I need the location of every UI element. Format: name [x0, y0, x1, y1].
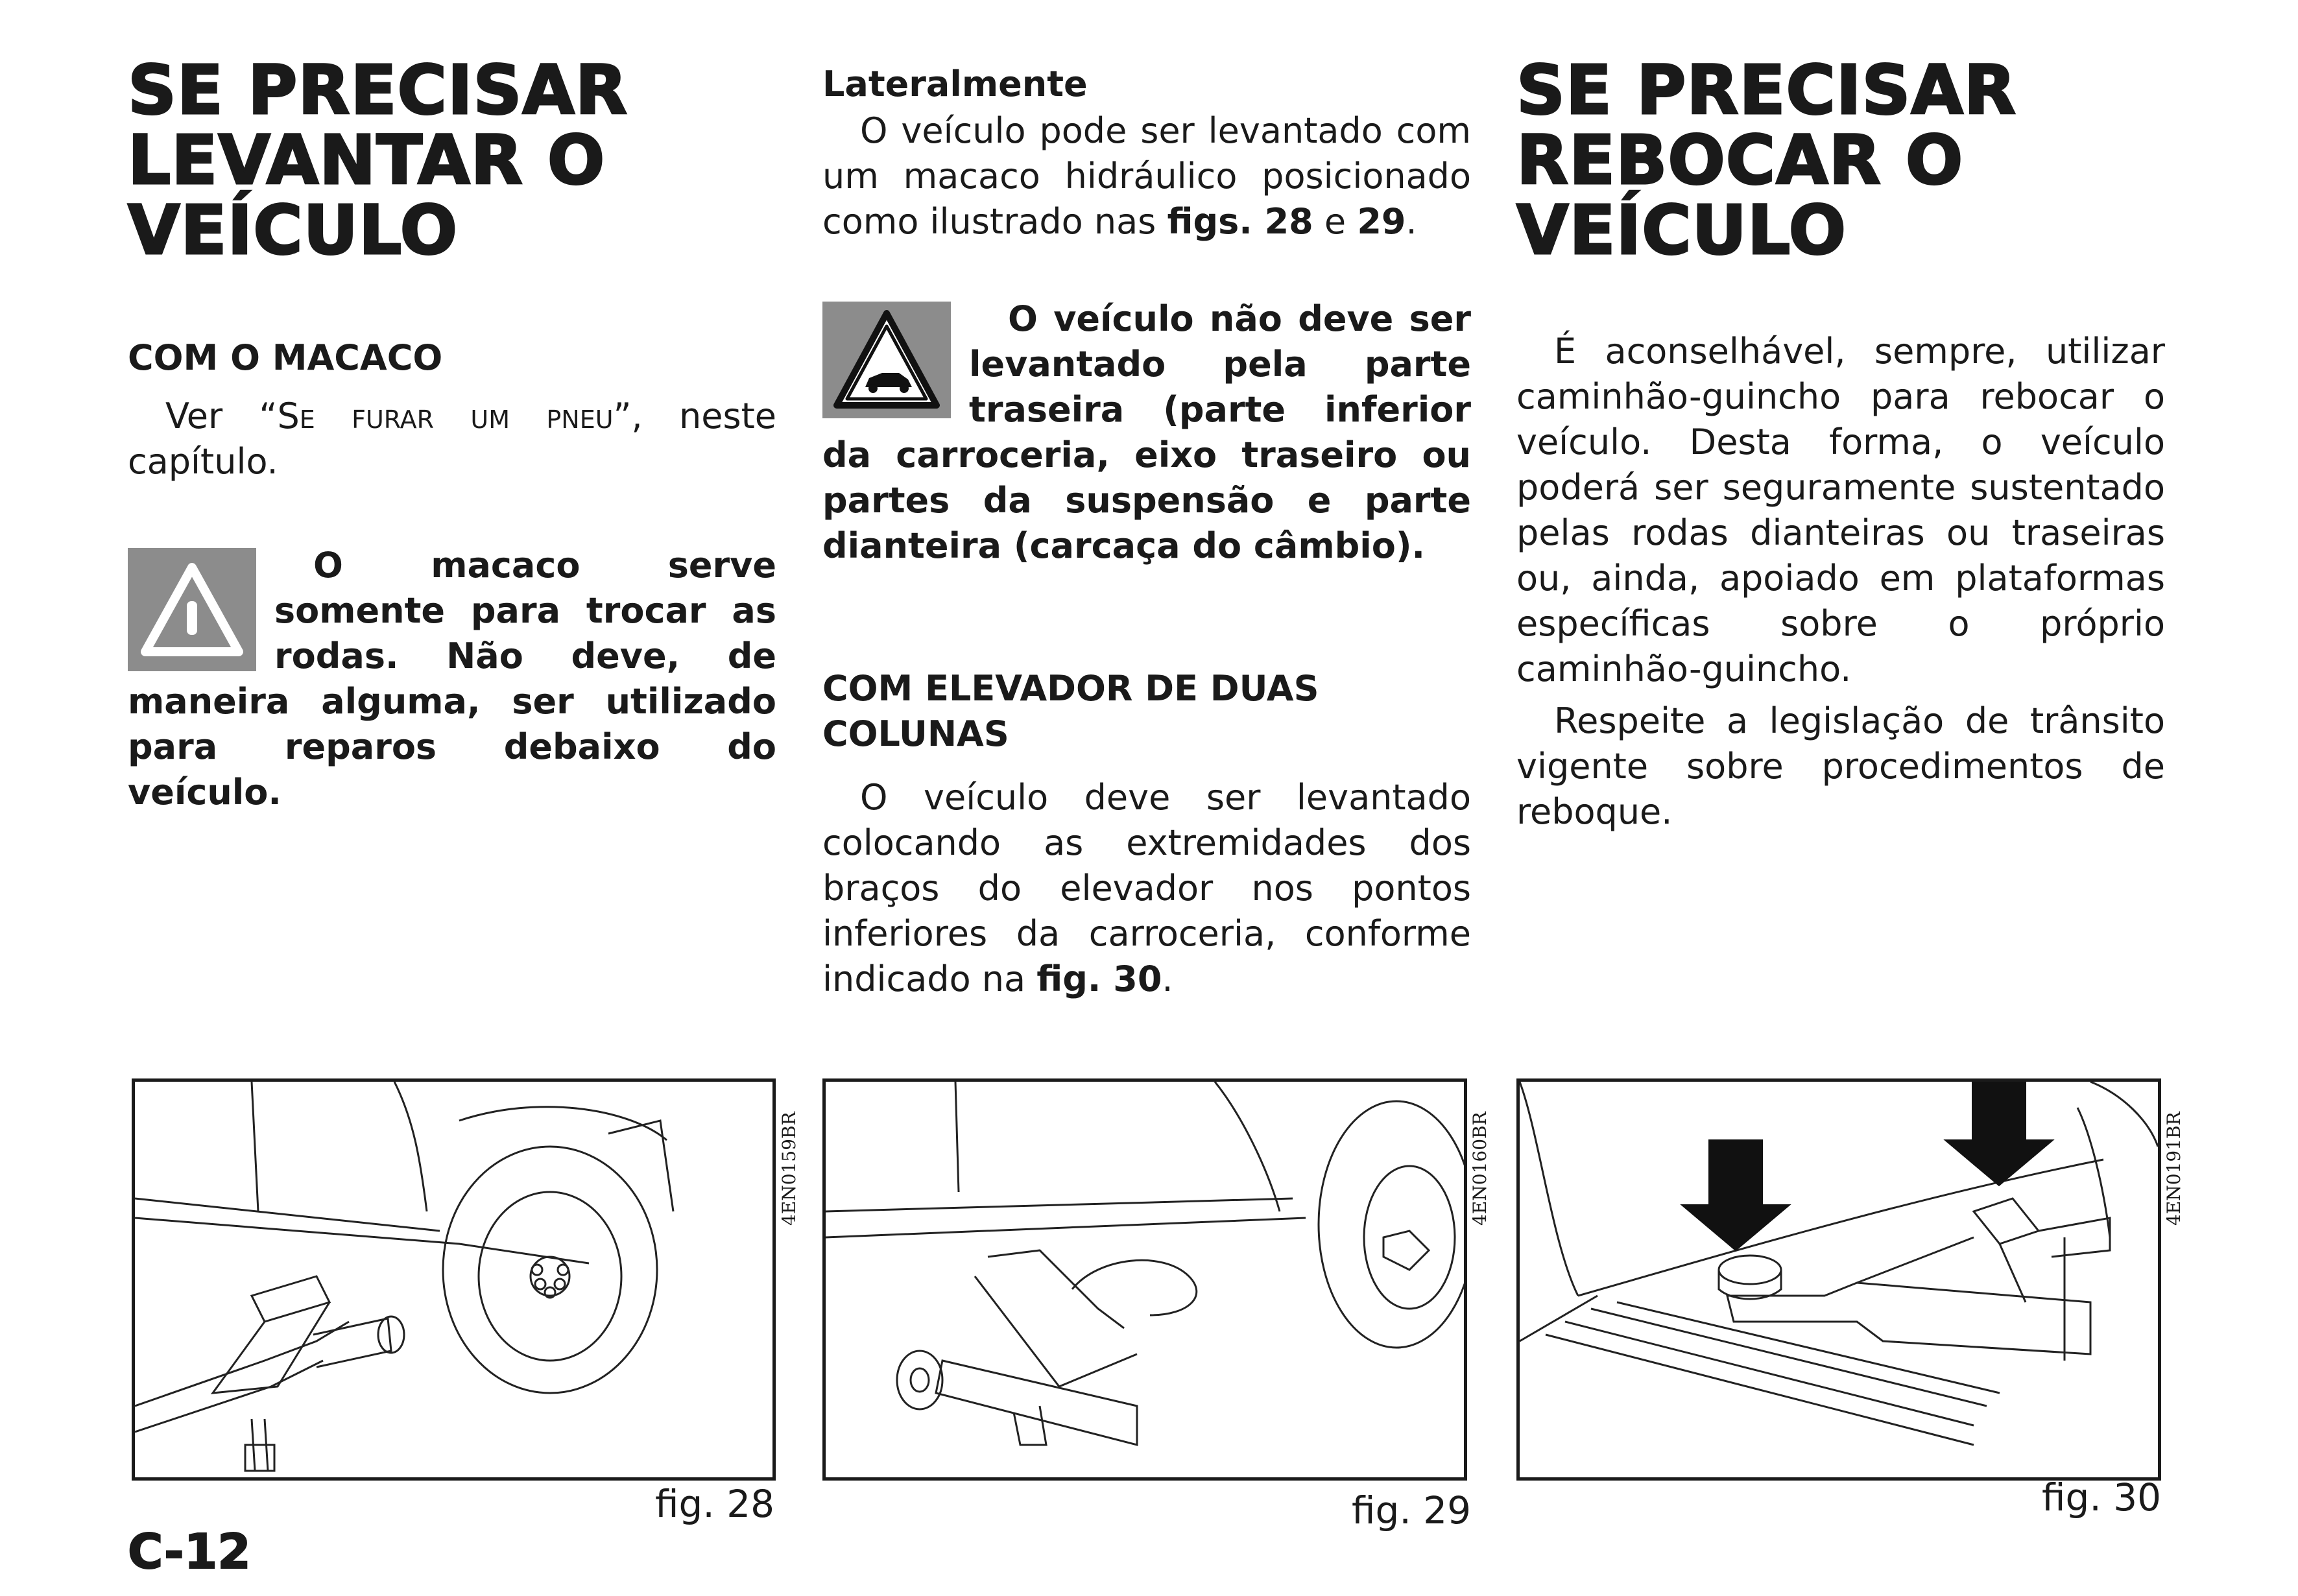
jack-reference: Ver “Se furar um pneu”, neste capítulo. — [128, 396, 776, 482]
figure-28-code: 4EN0159BR — [778, 1112, 800, 1226]
section-title-tow: SE PRECISAR REBOCAR O VEÍCULO — [1516, 51, 2017, 270]
lateral-paragraph: O veículo pode ser levantado com um macaco hidráulico posicionado como ilustrado nas figs. 28 e 29. — [822, 110, 1471, 242]
warning-triangle-icon — [128, 548, 256, 671]
subheading-lateral: Lateralmente — [822, 64, 1088, 104]
figure-30-lift-arms-illustration — [1516, 1078, 2161, 1481]
figure-30-caption: fig. 30 — [2042, 1475, 2162, 1519]
subheading-two-column-lift: COM ELEVADOR DE DUAS COLUNAS — [822, 668, 1319, 754]
figure-29-caption: fig. 29 — [1352, 1488, 1472, 1532]
warning-text-rear: O veículo não deve ser levantado pela parte traseira (parte inferior da carroceria, eixo traseiro ou partes da suspensão e parte dianteira (carcaça do câmbio). — [822, 298, 1471, 566]
column-lateral — [822, 55, 1471, 1002]
figure-29-code: 4EN0160BR — [1469, 1112, 1490, 1226]
down-arrow-icon — [1682, 1140, 1789, 1250]
section-title-lift: SE PRECISAR LEVANTAR O VEÍCULO — [128, 51, 628, 270]
column-lift-vehicle — [128, 51, 776, 815]
figure-28-caption: fig. 28 — [655, 1482, 775, 1526]
column-tow-vehicle — [1516, 51, 2165, 835]
lift-paragraph: O veículo deve ser levantado colocando as extremidades dos braços do elevador nos pontos inferiores da carroceria, conforme indicado na fig. 30. — [822, 777, 1471, 999]
warning-block-jack — [128, 543, 776, 815]
tow-paragraph: É aconselhável, sempre, utilizar caminhão-guincho para rebocar o veículo. Desta forma, o veículo poderá ser seguramente sustentado pelas rodas dianteiras ou traseiras ou, ainda, apoiado em plataformas específicas sobre o próprio caminhão-guincho. — [1516, 331, 2165, 689]
page-number: C-12 — [128, 1524, 251, 1580]
figure-30-code: 4EN0191BR — [2163, 1112, 2184, 1226]
down-arrow-icon — [1945, 1082, 2053, 1185]
warning-text-jack: O macaco serve somente para trocar as rodas. Não deve, de maneira alguma, ser utilizado para reparos debaixo do veículo. — [128, 545, 776, 813]
car-on-ramp-warning-icon — [822, 302, 951, 418]
legislation-paragraph: Respeite a legislação de trânsito vigente sobre procedimentos de reboque. — [1516, 700, 2165, 832]
flat-tire-reference: Se furar um pneu — [277, 396, 614, 436]
subheading-jack: COM O MACACO — [128, 337, 443, 378]
figure-29-lateral-jack-illustration — [822, 1078, 1467, 1481]
figure-28-jack-illustration — [132, 1078, 776, 1481]
warning-block-rear — [822, 296, 1471, 569]
